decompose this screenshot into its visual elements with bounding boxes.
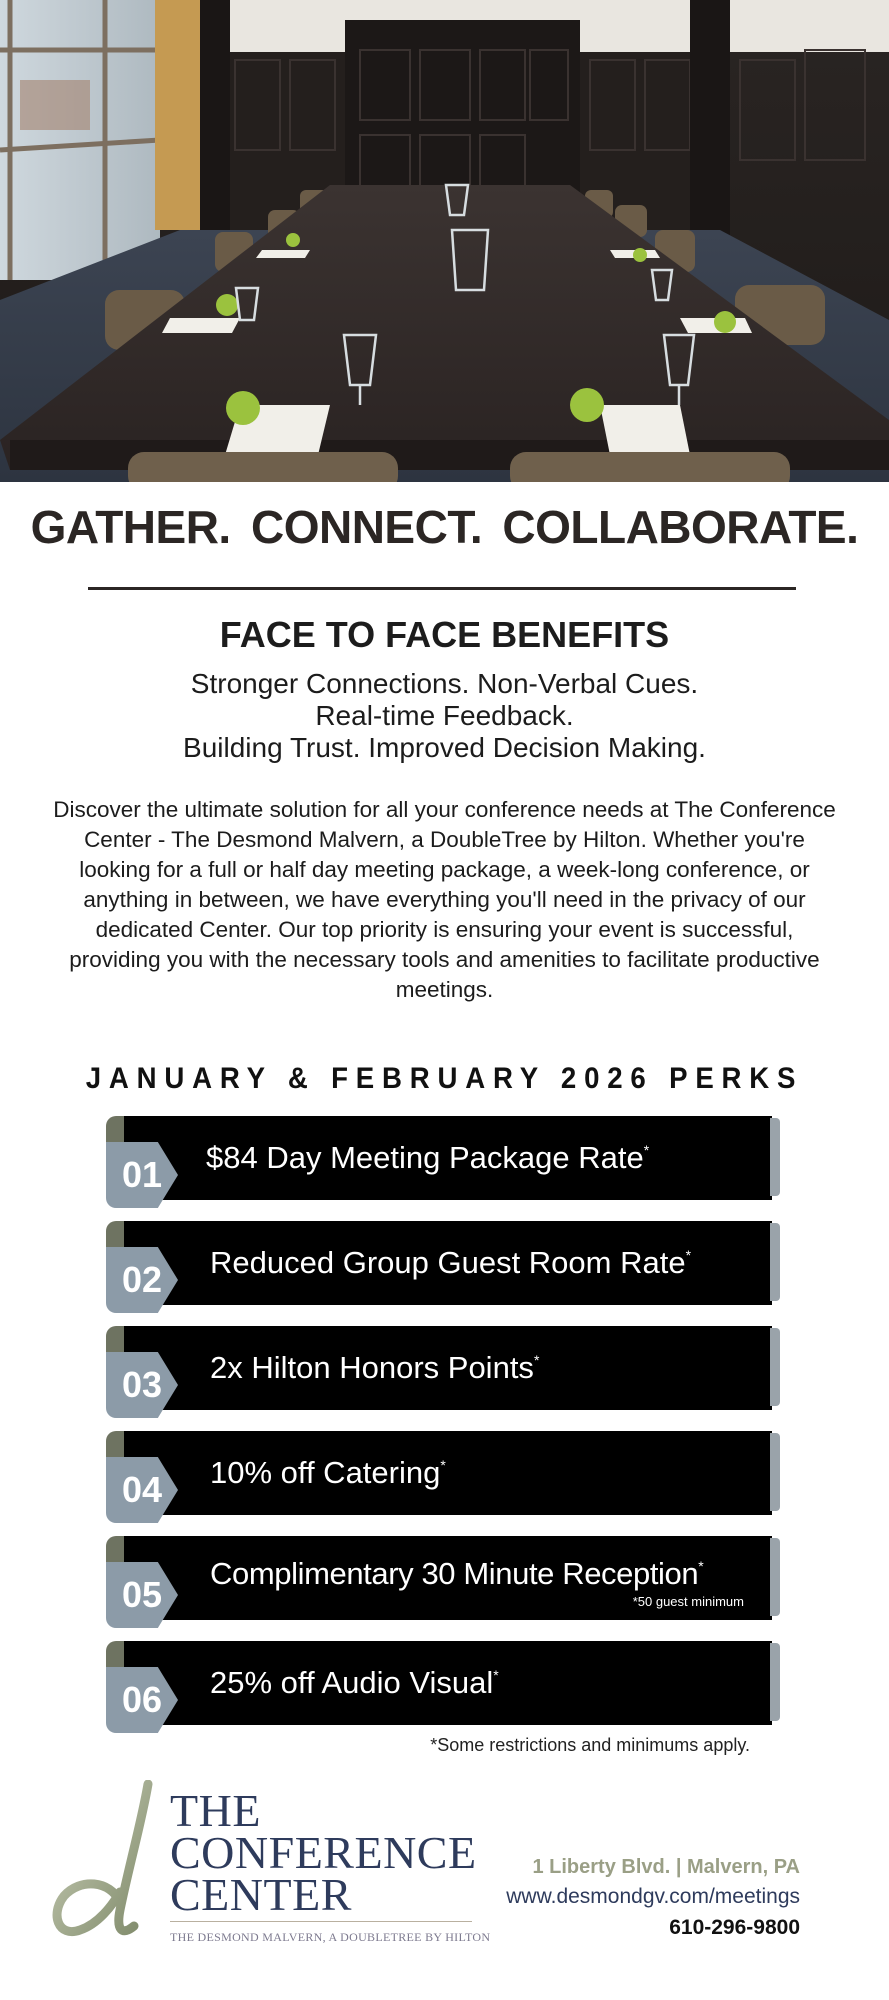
benefit-line: Real-time Feedback. xyxy=(315,700,574,731)
perk-number: 04 xyxy=(122,1469,163,1510)
ribbon-fold xyxy=(106,1536,124,1562)
perk-bar-edge xyxy=(770,1643,780,1721)
body-copy: Discover the ultimate solution for all your conference needs at The Conference Center - The Desmond Malvern, a DoubleTree by Hilton. Whether you're looking for a full or half day meeting package, a week-long conference, or anything in between, we have everything you'll need in the privacy of our dedicated Center. Our top priority is ensuring your event is successful, providing you with the necessary tools and amenities to facilitate productive meetings. xyxy=(53,797,836,1002)
perk-number: 03 xyxy=(122,1364,163,1405)
benefit-line: Building Trust. Improved Decision Making. xyxy=(183,732,706,763)
logo-d-icon xyxy=(50,1780,170,1940)
disclaimer: *Some restrictions and minimums apply. xyxy=(430,1735,750,1755)
perk-number: 06 xyxy=(122,1679,163,1720)
conference-room-photo-icon xyxy=(0,0,889,482)
perk-item xyxy=(106,1536,786,1628)
perk-item xyxy=(106,1221,786,1313)
perk-label: $84 Day Meeting Package Rate* xyxy=(206,1140,650,1175)
perk-number: 05 xyxy=(122,1574,163,1615)
perk-item xyxy=(106,1116,786,1208)
perk-bar-edge xyxy=(770,1118,780,1196)
perk-number: 02 xyxy=(122,1259,163,1300)
perk-label: 10% off Catering* xyxy=(210,1455,446,1490)
contact-block xyxy=(470,1852,800,1944)
perk-item xyxy=(106,1641,786,1733)
perk-label: Reduced Group Guest Room Rate* xyxy=(210,1245,692,1280)
perk-label: 25% off Audio Visual* xyxy=(210,1665,499,1700)
perk-item xyxy=(106,1431,786,1523)
perk-label: 2x Hilton Honors Points* xyxy=(210,1350,540,1385)
ribbon-fold xyxy=(106,1116,124,1142)
address: 1 Liberty Blvd. | Malvern, PA xyxy=(532,1856,800,1878)
perks-title: JANUARY & FEBRUARY 2026 PERKS xyxy=(85,1062,804,1095)
phone-number[interactable]: 610-296-9800 xyxy=(669,1916,800,1939)
ribbon-fold xyxy=(106,1221,124,1247)
perk-bar-edge xyxy=(770,1223,780,1301)
perk-item xyxy=(106,1326,786,1418)
perk-bar-edge xyxy=(770,1433,780,1511)
benefits-list xyxy=(0,668,889,764)
ribbon-fold xyxy=(106,1326,124,1352)
perk-label: Complimentary 30 Minute Reception* xyxy=(210,1556,704,1591)
ribbon-fold xyxy=(106,1431,124,1457)
perk-number: 01 xyxy=(122,1154,163,1195)
logo-wordmark xyxy=(170,1785,477,1920)
perk-bar-edge xyxy=(770,1538,780,1616)
website-link[interactable]: www.desmondgv.com/meetings xyxy=(506,1885,800,1908)
perk-bar-edge xyxy=(770,1328,780,1406)
perk-note: *50 guest minimum xyxy=(632,1594,744,1609)
benefit-line: Stronger Connections. Non-Verbal Cues. xyxy=(190,668,699,699)
divider xyxy=(88,587,796,590)
logo-line: CONFERENCE xyxy=(170,1827,477,1878)
section-title: FACE TO FACE BENEFITS xyxy=(219,614,670,655)
logo-subtitle: THE DESMOND MALVERN, A DOUBLETREE BY HILTON xyxy=(170,1930,491,1944)
logo-line: CENTER xyxy=(170,1869,352,1920)
hero-photo xyxy=(0,0,889,482)
logo-divider xyxy=(170,1921,472,1922)
headline: GATHER. CONNECT. COLLABORATE. xyxy=(30,501,859,553)
ribbon-fold xyxy=(106,1641,124,1667)
logo-line: THE xyxy=(170,1785,261,1836)
